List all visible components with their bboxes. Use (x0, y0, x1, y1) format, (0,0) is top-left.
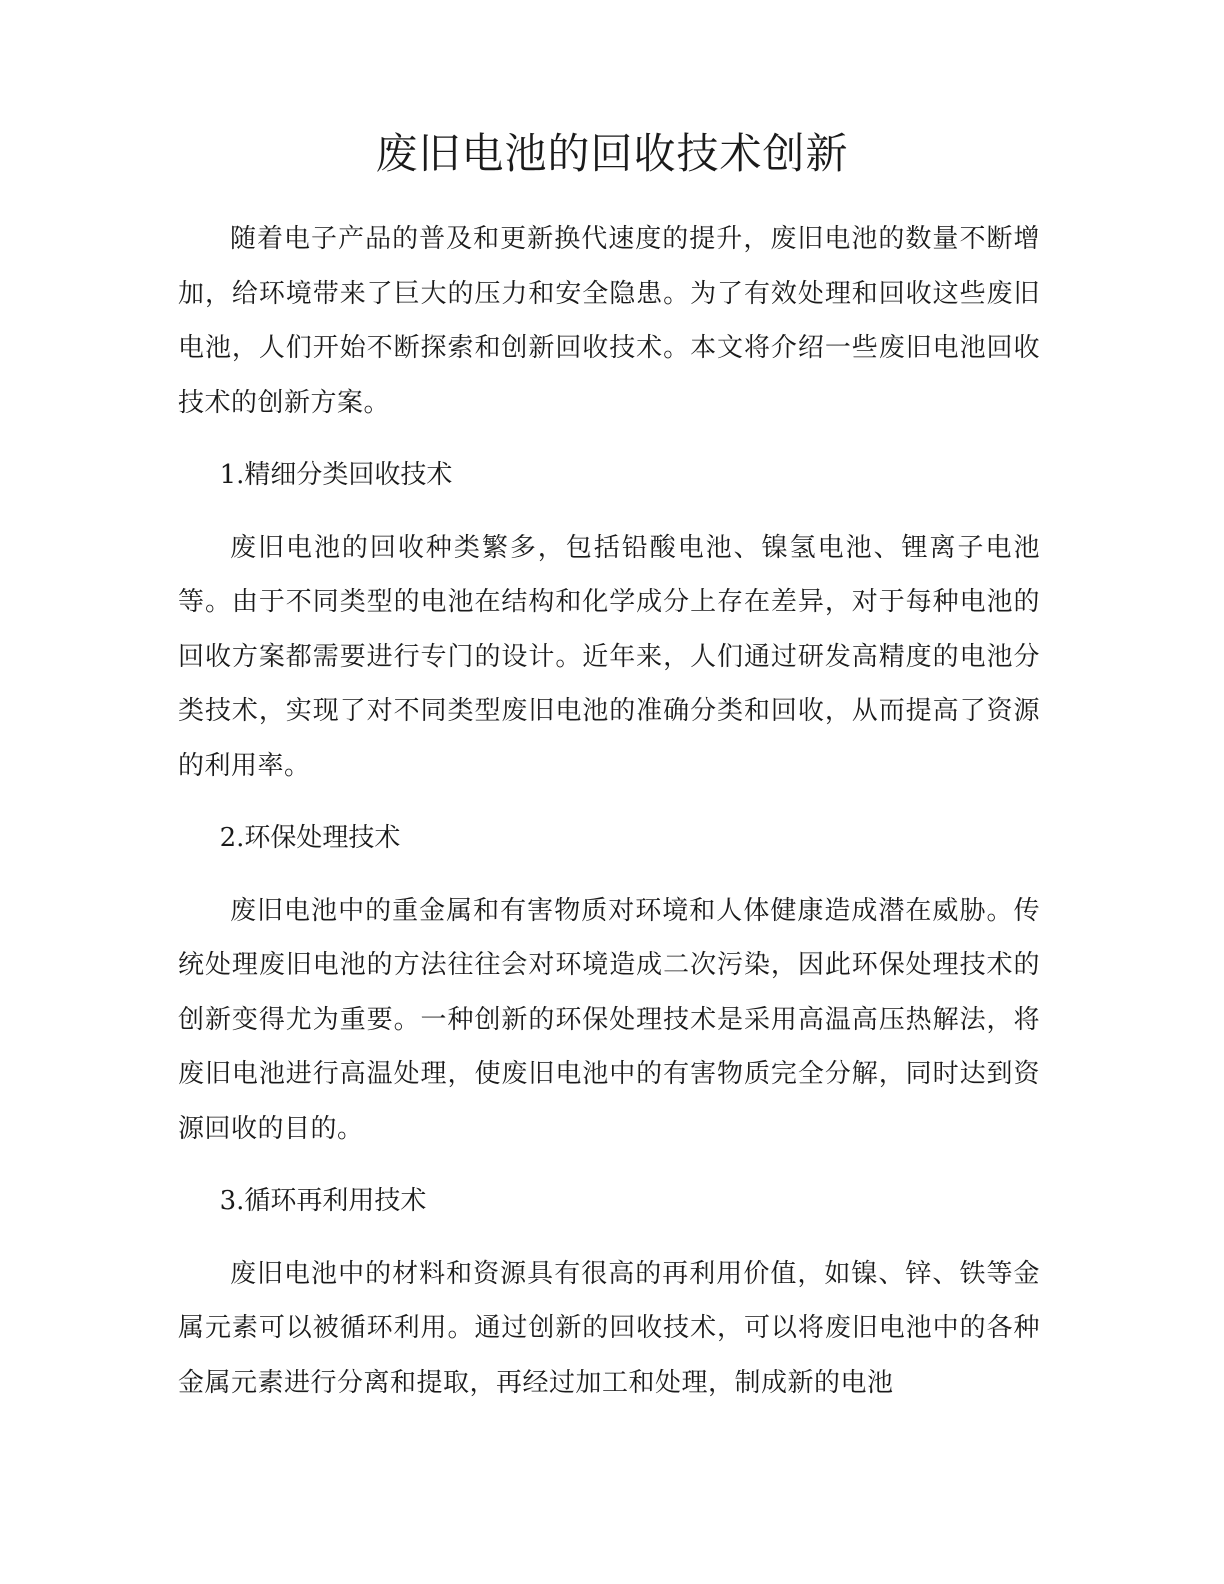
section-heading-2: 2.环保处理技术 (219, 823, 401, 853)
intro-paragraph: 随着电子产品的普及和更新换代速度的提升，废旧电池的数量不断增加，给环境带来了巨大的压力和安全隐患。为了有效处理和回收这些废旧电池，人们开始不断探索和创新回收技术。本文将介绍一些废旧电池回收技术的创新方案。 (178, 224, 1040, 418)
section-paragraph-1: 废旧电池的回收种类繁多，包括铅酸电池、镍氢电池、锂离子电池等。由于不同类型的电池在结构和化学成分上存在差异，对于每种电池的回收方案都需要进行专门的设计。近年来，人们通过研发高精度的电池分类技术，实现了对不同类型废旧电池的准确分类和回收，从而提高了资源的利用率。 (178, 532, 1040, 781)
section-heading-1: 1.精细分类回收技术 (219, 460, 453, 490)
section-heading-3: 3.循环再利用技术 (219, 1186, 427, 1216)
document-title: 废旧电池的回收技术创新 (375, 129, 849, 178)
section-paragraph-2: 废旧电池中的重金属和有害物质对环境和人体健康造成潜在威胁。传统处理废旧电池的方法往往会对环境造成二次污染，因此环保处理技术的创新变得尤为重要。一种创新的环保处理技术是采用高温高压热解法，将废旧电池进行高温处理，使废旧电池中的有害物质完全分解，同时达到资源回收的目的。 (178, 895, 1040, 1144)
section-paragraph-3: 废旧电池中的材料和资源具有很高的再利用价值，如镍、锌、铁等金属元素可以被循环利用。通过创新的回收技术，可以将废旧电池中的各种金属元素进行分离和提取，再经过加工和处理，制成新的电池 (178, 1258, 1040, 1398)
document-body (178, 212, 1040, 1428)
